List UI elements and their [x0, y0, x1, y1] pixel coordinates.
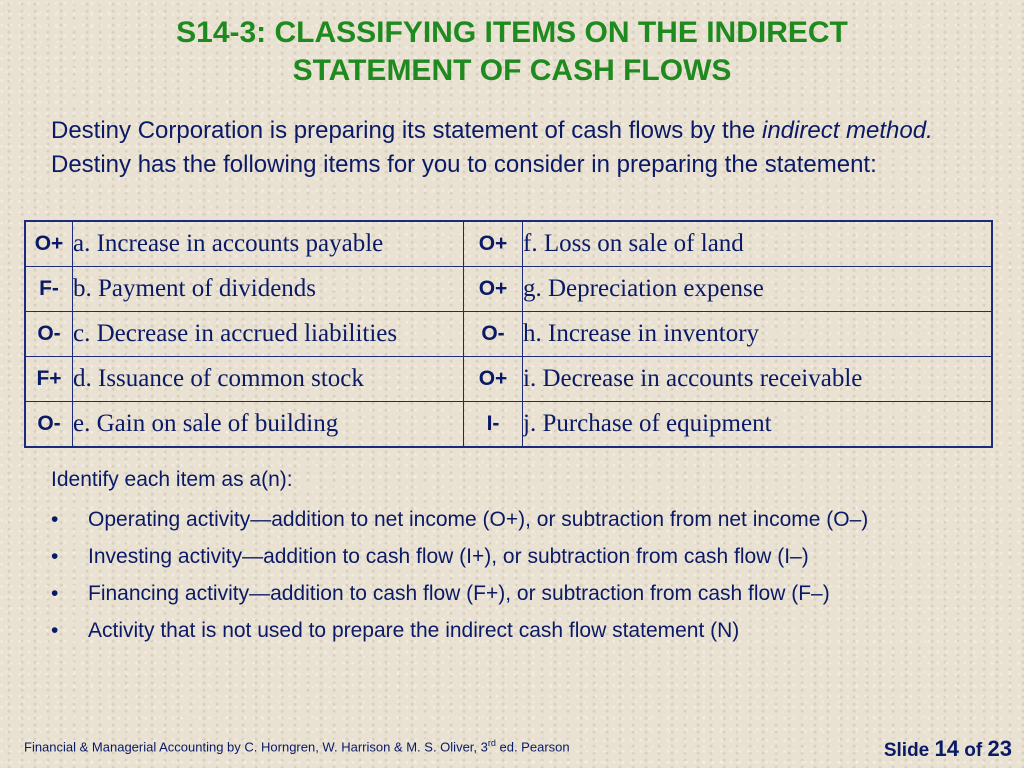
code-left: F-	[25, 267, 73, 312]
list-item-text: Operating activity—addition to net income (O+), or subtraction from net income (O–)	[88, 508, 869, 531]
bullet-glyph: •	[51, 619, 59, 642]
intro-text-1: Destiny Corporation is preparing its statement of cash flows by the	[51, 117, 762, 144]
code-right: O+	[464, 221, 523, 267]
bullet-glyph: •	[51, 545, 59, 568]
list-item	[51, 579, 971, 609]
intro-italic: indirect method.	[762, 117, 933, 144]
item-right: i. Decrease in accounts receivable	[523, 357, 993, 402]
table-row	[25, 267, 992, 312]
list-item-text: Activity that is not used to prepare the indirect cash flow statement (N)	[88, 619, 740, 642]
slide-label: Slide	[883, 740, 935, 761]
footer-text: Financial & Managerial Accounting by C. Horngren, W. Harrison & M. S. Oliver, 3	[24, 739, 488, 755]
slide-current: 14	[934, 736, 960, 761]
code-left: O+	[25, 221, 73, 267]
slide-title	[0, 14, 1024, 90]
code-left: O-	[25, 312, 73, 357]
code-right: O-	[464, 312, 523, 357]
code-right: I-	[464, 402, 523, 448]
item-left: d. Issuance of common stock	[73, 357, 464, 402]
slide-of: of	[959, 740, 988, 761]
item-right: h. Increase in inventory	[523, 312, 993, 357]
footer-sup: rd	[487, 738, 496, 748]
slide-total: 23	[987, 736, 1012, 761]
intro-paragraph	[51, 114, 951, 182]
activity-list	[51, 505, 971, 653]
code-left: O-	[25, 402, 73, 448]
table-row	[25, 357, 992, 402]
bullet-glyph: •	[51, 508, 59, 531]
code-right: O+	[464, 357, 523, 402]
table-row	[25, 312, 992, 357]
code-right: O+	[464, 267, 523, 312]
intro-text-2: Destiny has the following items for you to consider in preparing the statement:	[51, 151, 877, 178]
title-line-1: S14-3: CLASSIFYING ITEMS ON THE INDIRECT	[176, 16, 848, 49]
bullet-glyph: •	[51, 582, 59, 605]
items-table	[24, 220, 993, 448]
table-row	[25, 221, 992, 267]
list-item	[51, 616, 971, 646]
code-left: F+	[25, 357, 73, 402]
item-left: b. Payment of dividends	[73, 267, 464, 312]
list-item	[51, 505, 971, 535]
item-right: g. Depreciation expense	[523, 267, 993, 312]
table-row	[25, 402, 992, 448]
item-left: a. Increase in accounts payable	[73, 221, 464, 267]
list-item-text: Financing activity—addition to cash flow (F+), or subtraction from cash flow (F–)	[88, 582, 830, 605]
title-line-2: STATEMENT OF CASH FLOWS	[292, 54, 732, 87]
item-right: j. Purchase of equipment	[523, 402, 993, 448]
list-item-text: Investing activity—addition to cash flow (I+), or subtraction from cash flow (I–)	[88, 545, 809, 568]
footer-text-end: ed. Pearson	[495, 739, 570, 755]
item-left: c. Decrease in accrued liabilities	[73, 312, 464, 357]
footer-citation	[24, 738, 570, 754]
item-right: f. Loss on sale of land	[523, 221, 993, 267]
slide-number	[884, 736, 1012, 762]
list-item	[51, 542, 971, 572]
item-left: e. Gain on sale of building	[73, 402, 464, 448]
identify-heading: Identify each item as a(n):	[51, 468, 293, 491]
